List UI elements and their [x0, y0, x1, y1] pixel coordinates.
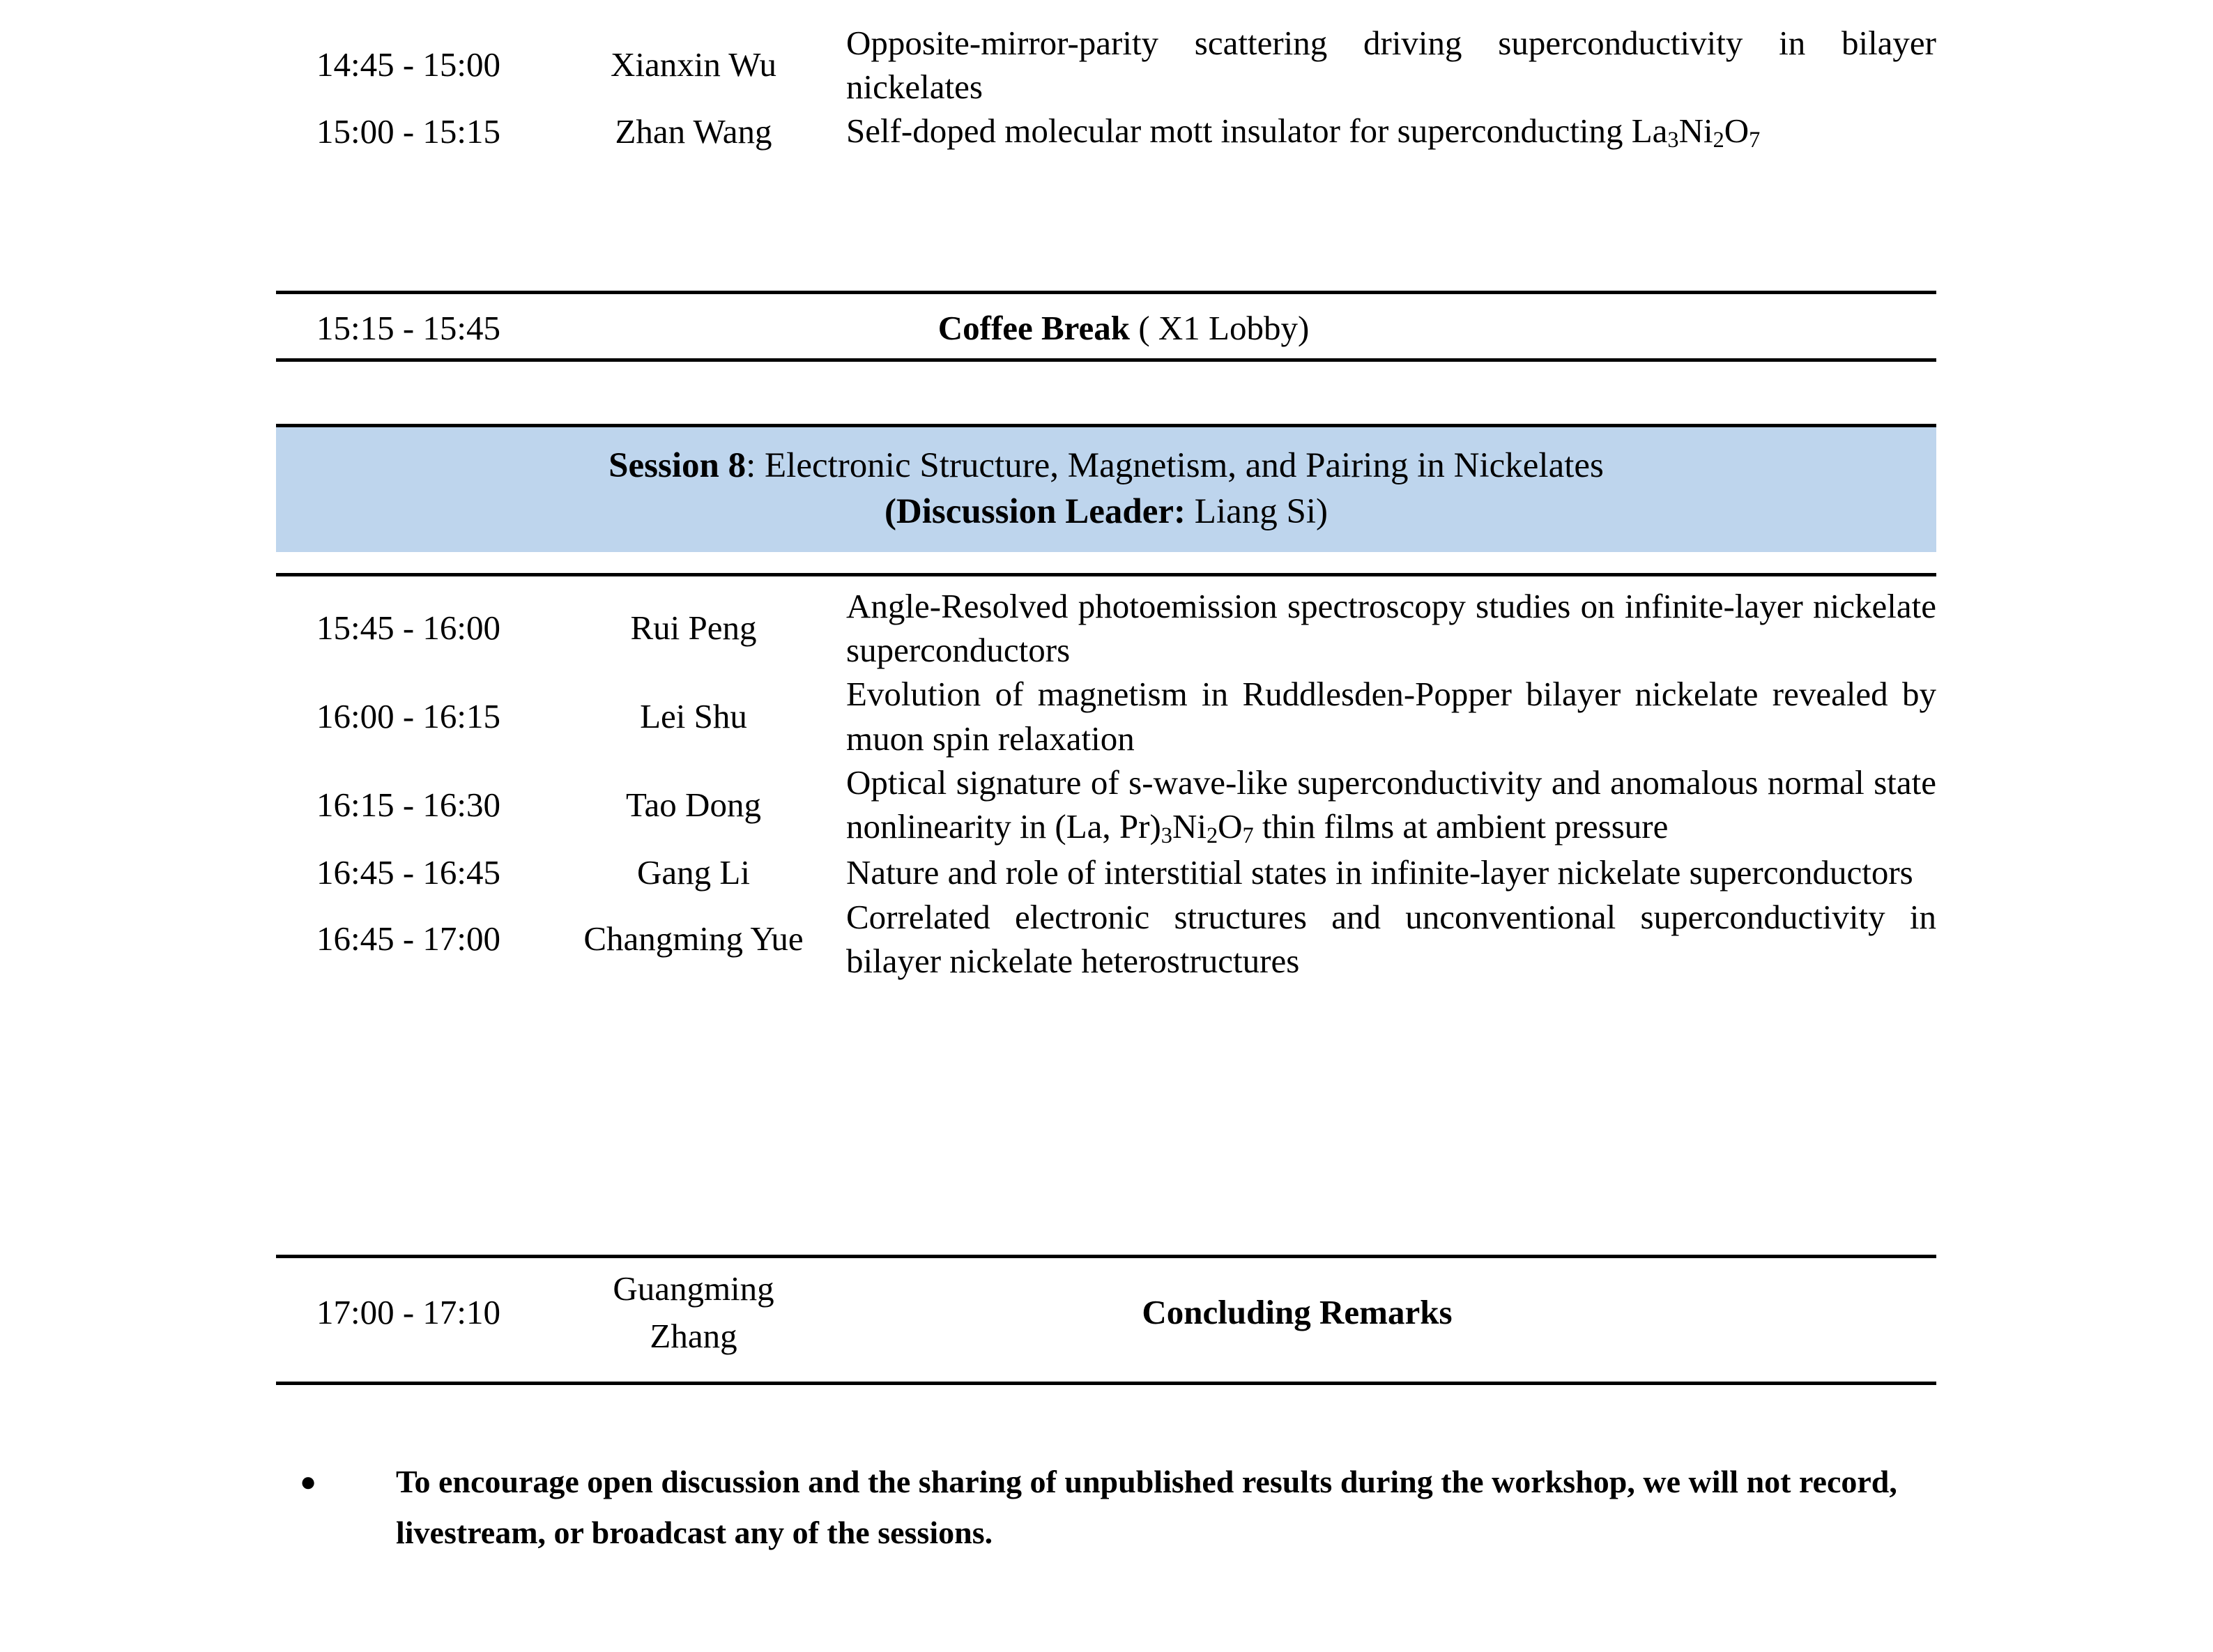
session-banner	[276, 427, 1936, 552]
agenda-table-session8	[276, 584, 1936, 983]
talk-title: Opposite-mirror-parity scattering driving superconductivity in bilayer nickelates	[846, 24, 1936, 107]
talk-title	[846, 109, 1936, 155]
speaker-name-line1: Guangming	[613, 1269, 774, 1308]
agenda-table-continued	[276, 21, 1936, 155]
formula-o-sub: 7	[1749, 127, 1761, 153]
coffee-break-label	[541, 308, 1936, 348]
session-time: 17:00 - 17:10	[316, 1292, 501, 1331]
speaker-name	[541, 1265, 846, 1359]
concluding-remarks-label: Concluding Remarks	[1142, 1293, 1453, 1331]
session-time: 14:45 - 15:00	[316, 45, 501, 84]
session-time: 16:15 - 16:30	[316, 786, 501, 825]
speaker-name: Tao Dong	[626, 786, 761, 825]
formula-ni: Ni	[1172, 807, 1207, 846]
footer-note	[300, 1457, 1924, 1558]
speaker-name: Lei Shu	[640, 696, 747, 735]
table-row	[276, 1265, 1936, 1359]
coffee-break-label-bold: Coffee Break	[937, 308, 1131, 347]
session-heading	[276, 443, 1936, 489]
coffee-break-time: 15:15 - 15:45	[316, 308, 501, 347]
session-time: 15:45 - 16:00	[316, 609, 501, 648]
talk-title: Correlated electronic structures and unconventional superconductivity in bilayer nickelate heterostructures	[846, 897, 1936, 980]
table-row	[276, 109, 1936, 155]
speaker-name: Gang Li	[637, 852, 750, 892]
table-rule	[276, 1255, 1936, 1258]
talk-title-text: Self-doped molecular mott insulator for superconducting	[846, 112, 1632, 151]
formula-ni-sub: 2	[1713, 127, 1724, 153]
concluding-remarks-row	[276, 1265, 1936, 1359]
formula-ni: Ni	[1678, 112, 1713, 151]
formula-o: O	[1724, 112, 1749, 151]
session-time: 16:00 - 16:15	[316, 696, 501, 735]
table-rule	[276, 1382, 1936, 1385]
talk-title: Evolution of magnetism in Ruddlesden-Popper bilayer nickelate revealed by muon spin relaxation	[846, 675, 1936, 758]
formula-o: O	[1218, 807, 1243, 846]
talk-title: Nature and role of interstitial states in infinite-layer nickelate superconductors	[846, 853, 1913, 892]
session-time: 15:00 - 15:15	[316, 112, 501, 151]
table-row	[276, 584, 1936, 672]
talk-title	[846, 760, 1936, 850]
talk-title-text: Optical signature of s-wave-like superconductivity and anomalous normal state nonlinearity in (La, Pr)	[846, 763, 1936, 846]
session-time: 16:45 - 16:45	[316, 852, 501, 892]
speaker-name: Rui Peng	[630, 609, 757, 648]
session-topic: : Electronic Structure, Magnetism, and Pairing in Nickelates	[746, 446, 1604, 485]
coffee-break-location: ( X1 Lobby)	[1130, 308, 1310, 347]
table-rule	[276, 291, 1936, 294]
table-row	[276, 21, 1936, 109]
formula-sub-2: 2	[1206, 823, 1218, 848]
speaker-name: Zhan Wang	[615, 112, 772, 151]
speaker-name-line2: Zhang	[650, 1316, 737, 1355]
bullet-icon: ●	[300, 1466, 317, 1497]
table-row	[276, 672, 1936, 760]
talk-title: Angle-Resolved photoemission spectroscopy studies on infinite-layer nickelate superconductors	[846, 587, 1936, 670]
table-row	[276, 895, 1936, 983]
session-number: Session 8	[608, 446, 746, 485]
table-row	[276, 850, 1936, 895]
table-row	[276, 760, 1936, 850]
session-banner-bottom-rule	[276, 573, 1936, 576]
session-discussion-leader	[276, 489, 1936, 535]
discussion-leader-name: Liang Si)	[1186, 492, 1328, 532]
footer-note-text: To encourage open discussion and the sharing of unpublished results during the workshop, we will not record, livestream, or broadcast any of the sessions.	[396, 1464, 1897, 1550]
formula-la: La	[1631, 112, 1668, 151]
discussion-leader-label: (Discussion Leader:	[884, 492, 1186, 532]
session-time: 16:45 - 17:00	[316, 919, 501, 958]
coffee-break-row	[276, 307, 1936, 349]
table-rule	[276, 358, 1936, 362]
formula-la-sub: 3	[1667, 127, 1679, 153]
speaker-name: Changming Yue	[583, 919, 804, 958]
formula-sub-3: 3	[1161, 823, 1172, 848]
speaker-name: Xianxin Wu	[610, 45, 776, 84]
formula-sub-7: 7	[1242, 823, 1254, 848]
talk-title-tail: thin films at ambient pressure	[1253, 807, 1669, 846]
